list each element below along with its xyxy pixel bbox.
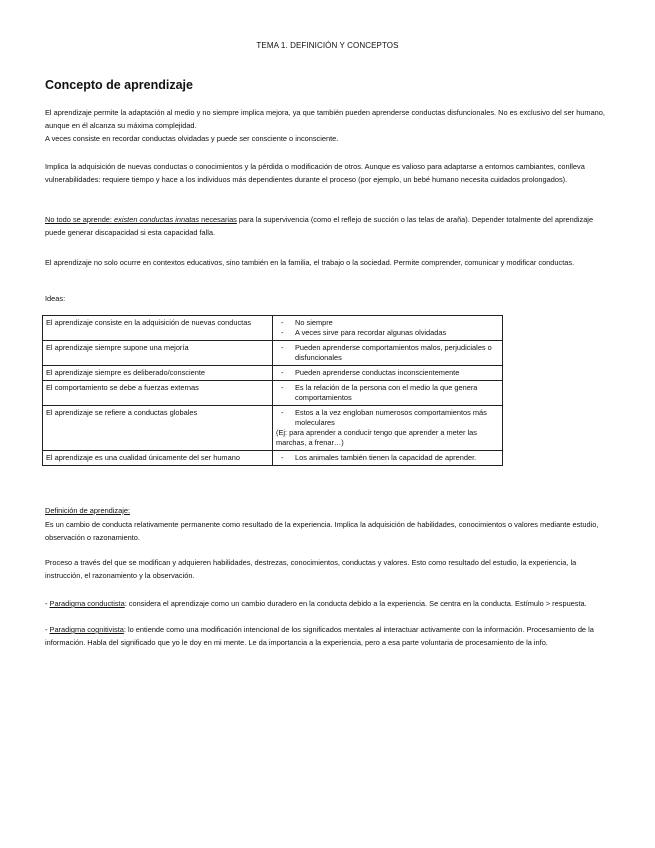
list-item: - No siempre [276,318,499,328]
ideas-label: Ideas: [45,294,66,303]
table-row [43,406,503,451]
table-row [43,341,503,366]
paradigm-conductista-label: Paradigma conductista [49,599,125,608]
example-note: (Ej: para aprender a conducir tengo que aprender a meter las marchas, a frenar…) [276,428,477,447]
paradigm-cognitivista: - Paradigma cognitivista: lo entiende como una modificación intencional de los significados mentales al interactuar activamente con la información. Procesamiento de la información. Habla del significado que yo le doy en mi mente. Le da importancia a la experiencia, pero a esa parte voluntaria de procesamiento de la info. [45,625,594,647]
paragraph-contexts: El aprendizaje no solo ocurre en contextos educativos, sino también en la familia, el trabajo o la sociedad. Permite comprender, comunicar y modificar conductas. [45,258,575,267]
table-cell-myth: El comportamiento se debe a fuerzas externas [43,381,273,406]
paragraph-adaptation [45,106,610,145]
table-row [43,381,503,406]
paragraph-adaptation-line1: El aprendizaje permite la adaptación al medio y no siempre implica mejora, ya que también pueden aprenderse conductas disfuncionales. No es exclusivo del ser humano, aunque en él alcanza su máxima complejidad. [45,108,605,130]
ideas-table [42,315,503,466]
innate-underline-2: necesarias [199,215,237,224]
section-title: Concepto de aprendizaje [45,78,193,92]
definition-heading: Definición de aprendizaje: [45,506,131,515]
page-header: TEMA 1. DEFINICIÓN Y CONCEPTOS [256,41,399,50]
table-cell-myth: El aprendizaje es una cualidad únicamente del ser humano [43,451,273,466]
table-row [43,316,503,341]
paradigm-conductista-text: : considera el aprendizaje como un cambio duradero en la conducta debido a la experiencia. Se centra en la conducta. Estímulo > respuesta. [124,599,587,608]
list-item: - Pueden aprenderse comportamientos malos, perjudiciales o disfuncionales [276,343,499,363]
paradigm-conductista: - Paradigma conductista: considera el aprendizaje como un cambio duradero en la conducta debido a la experiencia. Se centra en la conducta. Estímulo > respuesta. [45,599,587,608]
innate-underline-italic: existen conductas innatas [114,215,200,224]
list-item: - Pueden aprenderse conductas inconscientemente [276,368,499,378]
table-cell-rebuttal [273,316,503,341]
table-row [43,451,503,466]
paragraph-innate [45,213,610,239]
table-cell-myth: El aprendizaje consiste en la adquisición de nuevas conductas [43,316,273,341]
paragraph-acquisition: Implica la adquisición de nuevas conductas o conocimientos y la pérdida o modificación de otros. Aunque es valioso para adaptarse a entornos cambiantes, conlleva vulnerabilidades: requiere tiempo y hace a los individuos más dependientes durante el proceso (por ejemplo, un bebé humano necesita cuidados prolongados). [45,162,585,184]
table-cell-rebuttal [273,406,503,451]
definition-paragraph-1: Es un cambio de conducta relativamente permanente como resultado de la experiencia. Implica la adquisición de habilidades, conocimientos o valores mediante estudio, observación o razonamiento. [45,520,599,542]
definition-paragraph-2: Proceso a través del que se modifican y adquieren habilidades, destrezas, conocimientos, conductas y valores. Esto como resultado del estudio, la experiencia, la instrucción, el razonamiento y la observación. [45,558,577,580]
paragraph-adaptation-line2: A veces consiste en recordar conductas olvidadas y puede ser consciente o inconsciente. [45,134,339,143]
table-cell-myth: El aprendizaje se refiere a conductas globales [43,406,273,451]
list-item: - Es la relación de la persona con el medio la que genera comportamientos [276,383,499,403]
table-cell-rebuttal [273,366,503,381]
table-cell-rebuttal [273,451,503,466]
list-item: - A veces sirve para recordar algunas olvidadas [276,328,499,338]
list-item: - Los animales también tienen la capacidad de aprender. [276,453,499,463]
paradigm-cognitivista-text: : lo entiende como una modificación intencional de los significados mentales al interactuar activamente con la información. Procesamiento de la información. Habla del significado que yo le doy en mi mente. Le da importancia a la experiencia, pero a esa parte voluntaria de procesamiento de la info. [45,625,594,647]
table-cell-myth: El aprendizaje siempre supone una mejoría [43,341,273,366]
innate-underline-1: No todo se aprende: [45,215,115,224]
table-row [43,366,503,381]
table-cell-rebuttal [273,381,503,406]
list-item: - Estos a la vez engloban numerosos comportamientos más moleculares [276,408,499,428]
table-cell-rebuttal [273,341,503,366]
table-cell-myth: El aprendizaje siempre es deliberado/consciente [43,366,273,381]
innate-rest: para la supervivencia (como el reflejo de succión o las telas de araña). Depender totalmente del aprendizaje puede generar discapacidad si esta capacidad falla. [45,215,594,237]
paradigm-cognitivista-label: Paradigma cognitivista [49,625,124,634]
